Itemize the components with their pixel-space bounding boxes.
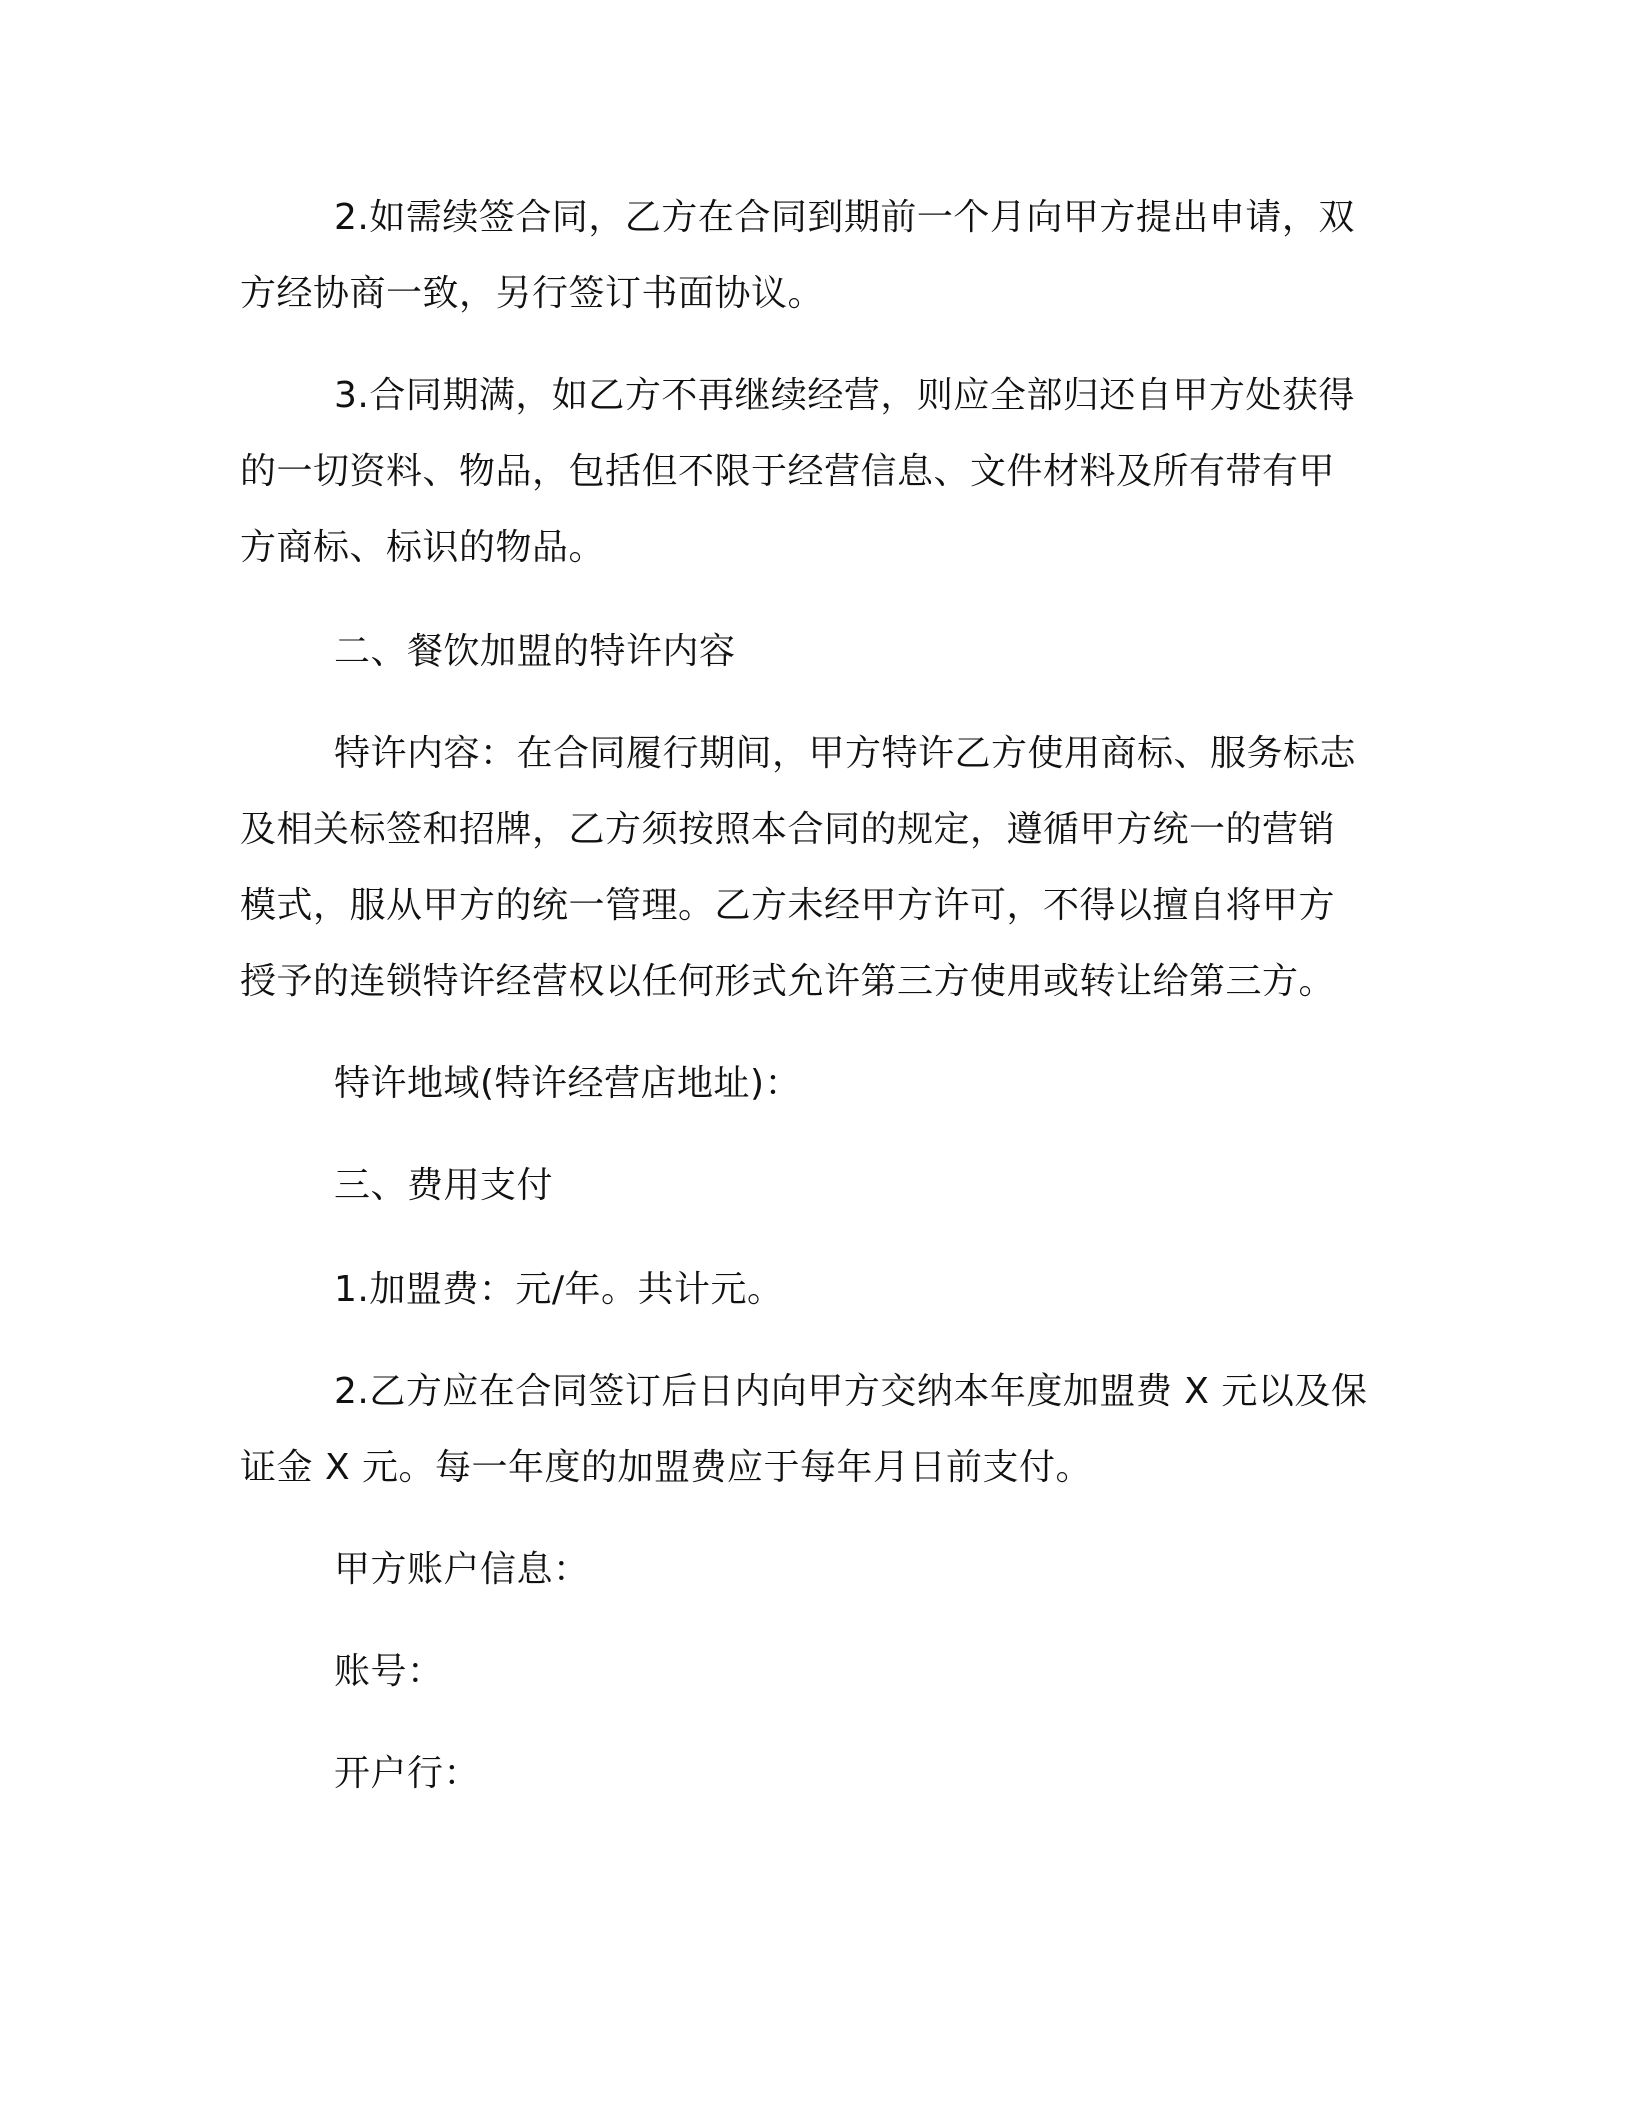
franchise-content-line-1: 特许内容：在合同履行期间，甲方特许乙方使用商标、服务标志	[334, 733, 1357, 774]
section-2-heading: 二、餐饮加盟的特许内容	[334, 631, 736, 672]
franchise-content-line-3: 模式，服从甲方的统一管理。乙方未经甲方许可，不得以擅自将甲方	[240, 885, 1336, 926]
account-info-label: 甲方账户信息：	[334, 1549, 590, 1590]
fee-clause-1: 1.加盟费：元/年。共计元。	[334, 1269, 784, 1310]
fee-clause-2-line-1: 2.乙方应在合同签订后日内向甲方交纳本年度加盟费 X 元以及保	[334, 1371, 1368, 1412]
clause-3-line-1: 3.合同期满，如乙方不再继续经营，则应全部归还自甲方处获得	[334, 375, 1355, 416]
account-number-label: 账号：	[334, 1651, 444, 1692]
clause-2-line-2: 方经协商一致，另行签订书面协议。	[240, 273, 825, 314]
fee-clause-2-line-2: 证金 X 元。每一年度的加盟费应于每年月日前支付。	[240, 1447, 1093, 1488]
clause-3-line-2: 的一切资料、物品，包括但不限于经营信息、文件材料及所有带有甲	[240, 451, 1336, 492]
section-3-heading: 三、费用支付	[334, 1165, 554, 1206]
franchise-content-line-2: 及相关标签和招牌，乙方须按照本合同的规定，遵循甲方统一的营销	[240, 809, 1336, 850]
franchise-content-line-4: 授予的连锁特许经营权以任何形式允许第三方使用或转让给第三方。	[240, 961, 1336, 1002]
clause-3-line-3: 方商标、标识的物品。	[240, 527, 606, 568]
bank-label: 开户行：	[334, 1753, 481, 1794]
clause-2-line-1: 2.如需续签合同，乙方在合同到期前一个月向甲方提出申请，双	[334, 197, 1355, 238]
franchise-region: 特许地域(特许经营店地址)：	[334, 1063, 802, 1104]
